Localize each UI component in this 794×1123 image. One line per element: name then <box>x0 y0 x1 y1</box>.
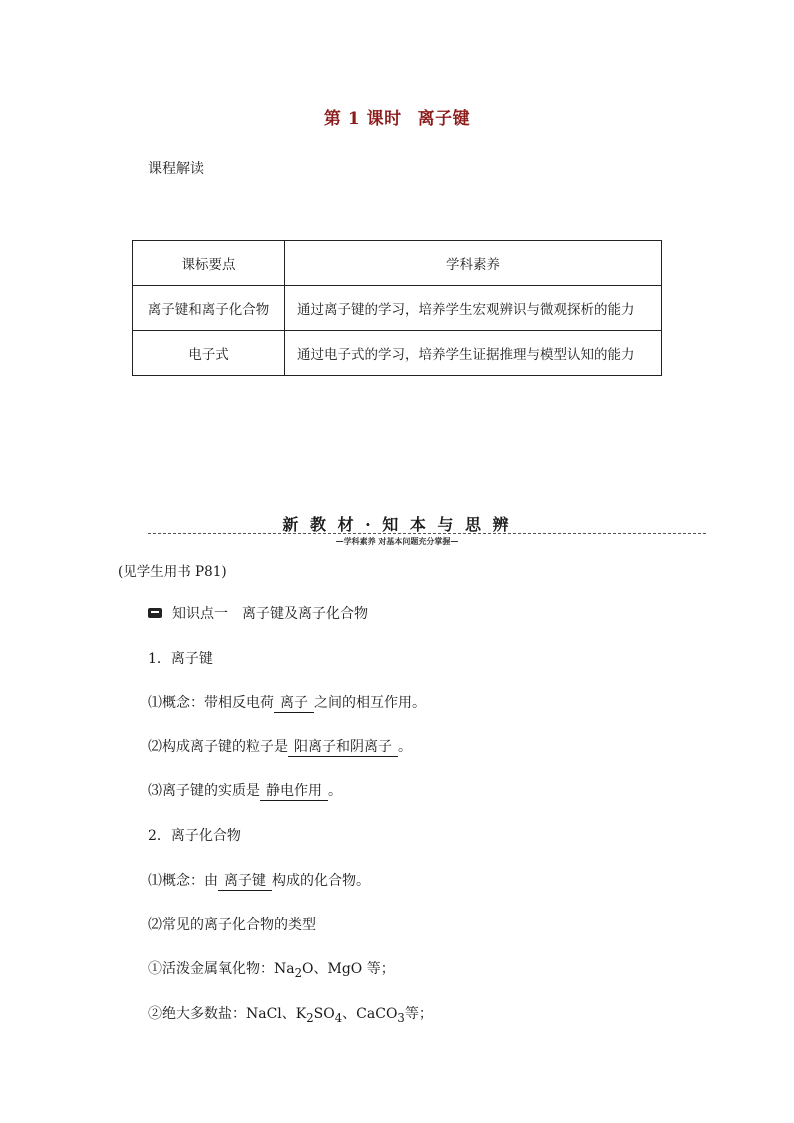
line-text: 。 <box>398 739 412 755</box>
list-item <box>148 1003 433 1025</box>
subsection-heading: ⑵常见的离子化合物的类型 <box>148 917 316 933</box>
table-cell: 通过离子键的学习，培养学生宏观辨识与微观探析的能力 <box>285 286 662 331</box>
subscript: 4 <box>334 1010 343 1025</box>
knowledge-point-label: 知识点一 <box>172 606 228 622</box>
line-text: ②绝大多数盐：NaCl、K <box>148 1006 307 1022</box>
book-reference: (见学生用书 P81) <box>118 564 227 580</box>
fill-in-line <box>148 870 370 891</box>
line-text: ⑴概念：由 <box>148 873 218 889</box>
note-icon <box>148 608 162 618</box>
answer-blank: 静电作用 <box>260 783 328 801</box>
line-text: ①活泼金属氧化物：Na <box>148 961 295 977</box>
fill-in-line <box>148 736 412 757</box>
table-row <box>133 286 662 331</box>
page-title <box>0 104 794 129</box>
section-heading: 2．离子化合物 <box>148 828 241 844</box>
table-header-cell: 课标要点 <box>133 241 285 286</box>
knowledge-point-heading <box>148 603 368 623</box>
fill-in-line <box>148 780 342 801</box>
line-text: ⑵构成离子键的粒子是 <box>148 739 288 755</box>
table-header-row <box>133 241 662 286</box>
title-topic: 离子键 <box>417 109 471 129</box>
line-text: 等； <box>404 1006 433 1022</box>
line-text: ⑴概念：带相反电荷 <box>148 695 274 711</box>
line-text: 之间的相互作用。 <box>314 695 426 711</box>
section-banner-subtitle: —学科素养 对基本问题充分掌握— <box>335 536 459 546</box>
curriculum-table <box>132 240 662 376</box>
answer-blank: 阳离子和阴离子 <box>288 739 398 757</box>
line-text: 、CaCO <box>342 1006 398 1022</box>
subscript: 2 <box>306 1010 314 1025</box>
table-header-cell: 学科素养 <box>285 241 662 286</box>
line-text: SO <box>313 1006 335 1022</box>
table-cell: 通过电子式的学习，培养学生证据推理与模型认知的能力 <box>285 331 662 376</box>
knowledge-point-topic: 离子键及离子化合物 <box>242 606 368 622</box>
section-heading: 1．离子键 <box>148 651 213 667</box>
course-intro-label: 课程解读 <box>148 161 204 177</box>
subscript: 3 <box>397 1010 405 1025</box>
banner-divider <box>148 533 706 534</box>
subscript: 2 <box>294 965 303 980</box>
table-cell: 离子键和离子化合物 <box>133 286 285 331</box>
line-text: 。 <box>328 783 342 799</box>
answer-blank: 离子键 <box>218 873 272 891</box>
title-lesson: 第 1 课时 <box>323 109 402 129</box>
answer-blank: 离子 <box>274 695 314 713</box>
list-item <box>148 958 395 980</box>
section-banner: 新 教 材 · 知 本 与 思 辨 <box>282 515 512 534</box>
table-cell: 电子式 <box>133 331 285 376</box>
line-text: ⑶离子键的实质是 <box>148 783 260 799</box>
line-text: O、MgO 等； <box>302 961 395 977</box>
line-text: 构成的化合物。 <box>272 873 370 889</box>
table-row <box>133 331 662 376</box>
fill-in-line <box>148 692 426 713</box>
